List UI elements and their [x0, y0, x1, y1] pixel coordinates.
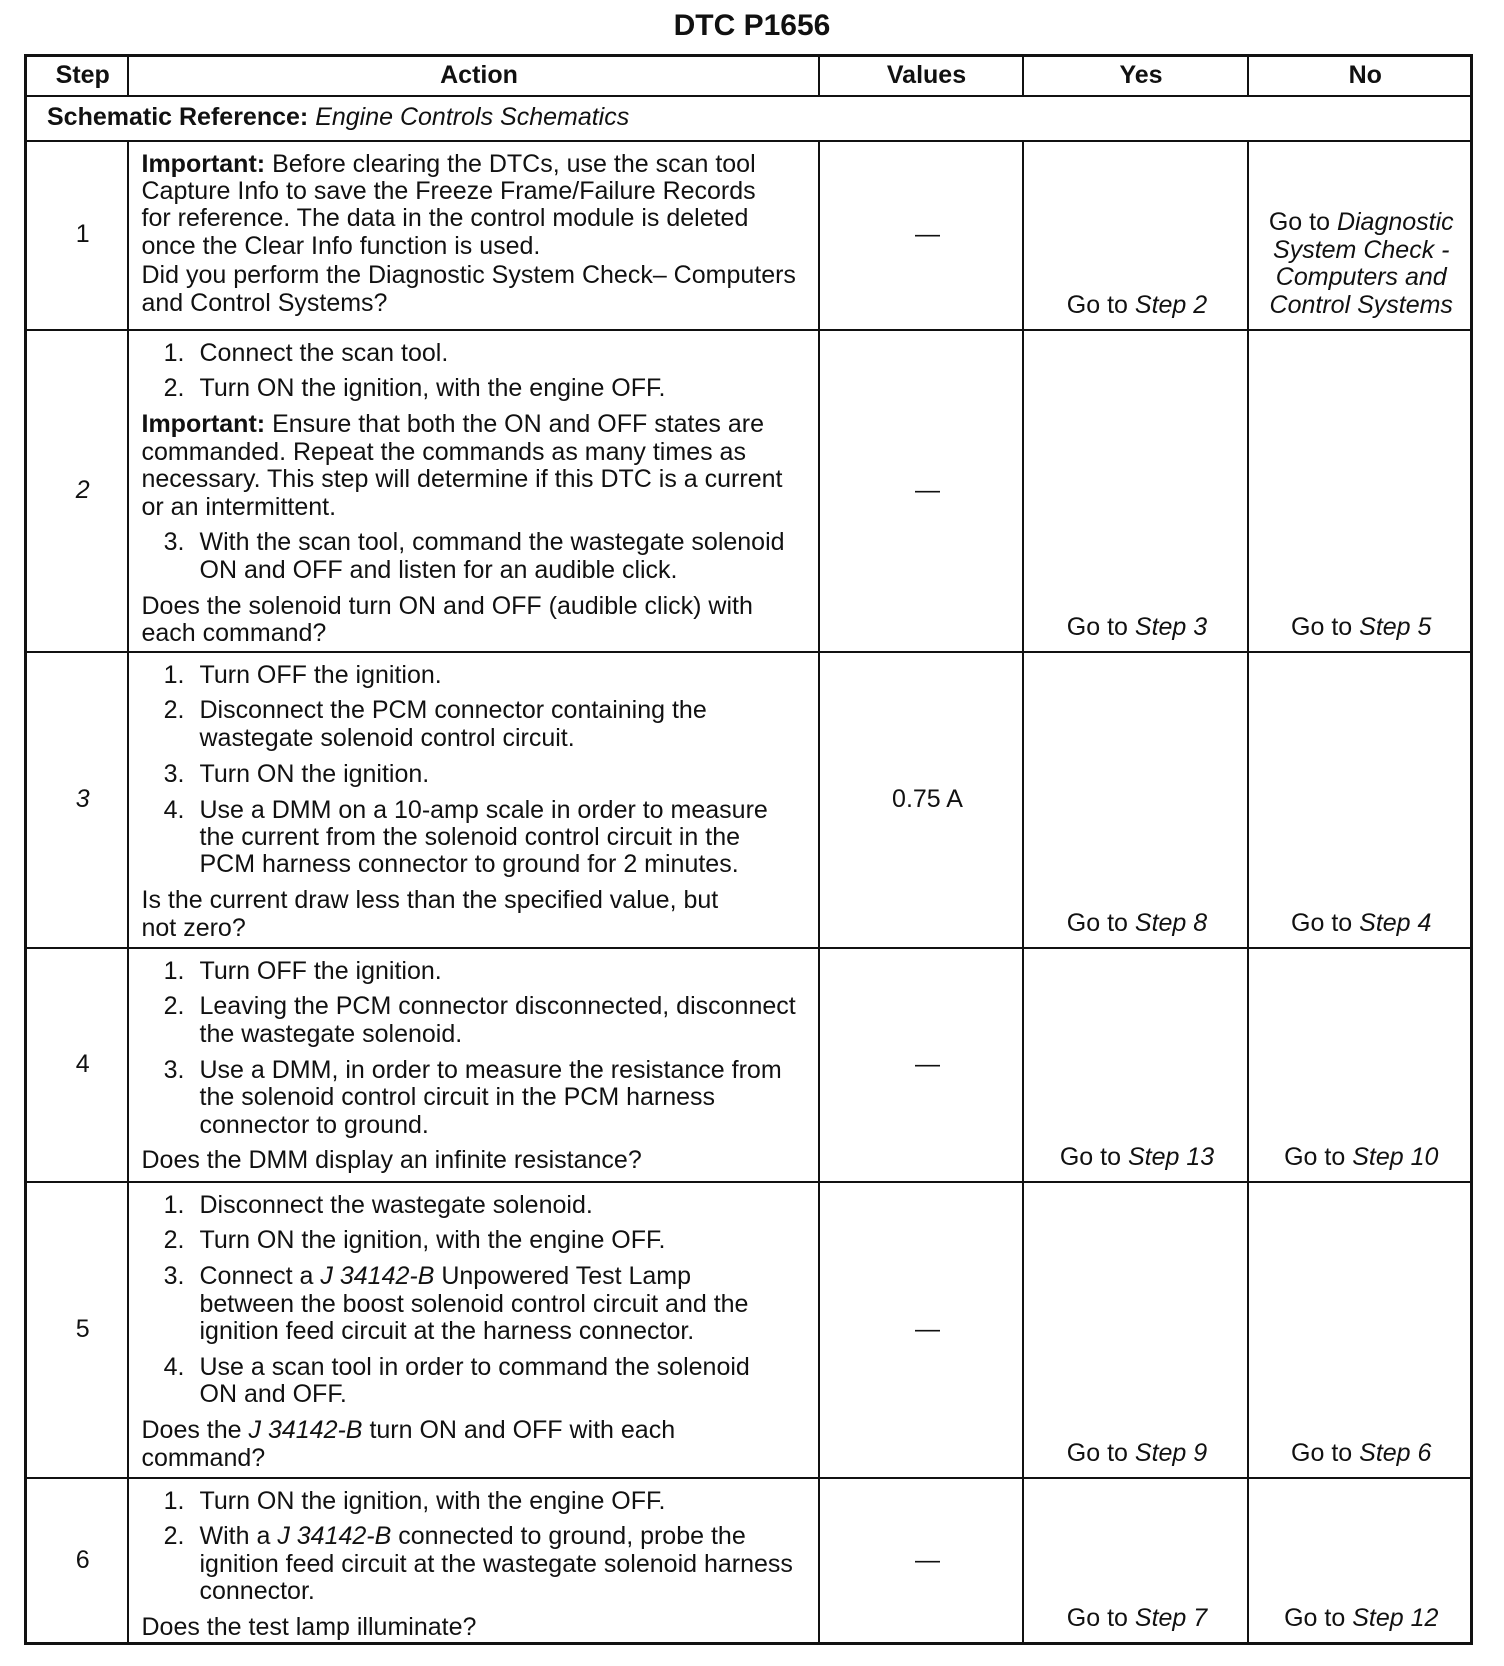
yes-cell	[1023, 330, 1248, 652]
no-cell	[1248, 948, 1472, 1182]
step-number: 3	[26, 652, 128, 948]
item-number: 3.	[163, 759, 185, 788]
question	[142, 1614, 805, 1641]
item-number: 1.	[163, 1190, 185, 1219]
text-line: Connect the scan tool.	[199, 338, 449, 367]
values-cell: —	[819, 141, 1023, 330]
text-line: Turn OFF the ignition.	[199, 660, 442, 689]
question	[142, 262, 805, 317]
text-line	[142, 151, 805, 178]
important-note	[142, 151, 805, 261]
text-line: ON and OFF and listen for an audible click.	[199, 555, 678, 584]
item-number: 1.	[163, 956, 185, 985]
yes-target: Step 3	[1134, 612, 1208, 641]
text-line: Disconnect the PCM connector containing the	[199, 696, 707, 725]
question	[142, 1147, 805, 1174]
procedure-item	[142, 1488, 805, 1515]
item-number: 3.	[163, 528, 185, 557]
step-number: 6	[26, 1478, 128, 1644]
text-line	[200, 1523, 805, 1550]
table-row-step-5	[26, 1182, 1472, 1478]
schematic-reference	[26, 96, 1472, 141]
text-segment: With a	[199, 1522, 271, 1551]
important-note	[142, 411, 805, 521]
procedure-item	[142, 340, 805, 367]
table-row-step-4	[26, 948, 1472, 1182]
question	[142, 887, 805, 942]
text-line: between the boost solenoid control circuit and the	[199, 1289, 749, 1318]
text-line: the current from the solenoid control circuit in the	[199, 823, 741, 852]
text-line	[200, 1263, 805, 1290]
text-line: for reference. The data in the control module is deleted	[141, 204, 749, 233]
text-segment: turn ON and OFF with each	[369, 1416, 676, 1445]
text-line: Turn OFF the ignition.	[199, 956, 442, 985]
text-line: Is the current draw less than the specified value, but	[141, 886, 719, 915]
no-prefix: Go to	[1291, 612, 1353, 641]
question	[142, 1417, 805, 1472]
important-label: Important:	[141, 410, 266, 439]
text-line: connector to ground.	[199, 1110, 429, 1139]
text-line: the solenoid control circuit in the PCM harness	[199, 1083, 716, 1112]
text-line: Does the test lamp illuminate?	[141, 1613, 477, 1642]
text-line: Did you perform the Diagnostic System Check– Computers	[141, 261, 796, 290]
column-header-step: Step	[26, 56, 128, 96]
text-line: Does the solenoid turn ON and OFF (audible click) with	[141, 591, 753, 620]
action-cell	[128, 141, 819, 330]
text-line: PCM harness connector to ground for 2 minutes.	[199, 850, 739, 879]
procedure-item	[142, 958, 805, 985]
procedure-item	[142, 1057, 805, 1139]
text-segment: Ensure that both the ON and OFF states are	[272, 410, 764, 439]
schematic-reference-title: Engine Controls Schematics	[315, 103, 630, 132]
yes-cell	[1023, 948, 1248, 1182]
yes-prefix: Go to	[1066, 290, 1128, 319]
text-line: Turn ON the ignition, with the engine OFF.	[199, 1226, 666, 1255]
yes-target: Step 2	[1134, 290, 1208, 319]
yes-cell	[1023, 1478, 1248, 1644]
step-number: 4	[26, 948, 128, 1182]
procedure-item	[142, 1192, 805, 1219]
procedure-item	[142, 797, 805, 879]
column-header-yes: Yes	[1023, 56, 1248, 96]
step-number: 2	[26, 330, 128, 652]
text-line: Turn ON the ignition, with the engine OFF.	[199, 374, 666, 403]
text-line: each command?	[141, 619, 327, 648]
no-target: Step 10	[1352, 1142, 1439, 1171]
no-target: Diagnostic System Check - Computers and Control Systems	[1269, 208, 1454, 319]
text-line: Does the DMM display an infinite resistance?	[141, 1146, 642, 1175]
yes-target: Step 7	[1134, 1604, 1208, 1633]
no-target: Step 6	[1359, 1438, 1432, 1467]
no-cell	[1248, 1182, 1472, 1478]
no-prefix: Go to	[1291, 1438, 1353, 1467]
item-number: 4.	[163, 1353, 185, 1382]
procedure-item	[142, 662, 805, 689]
text-line: Turn ON the ignition, with the engine OFF.	[199, 1486, 666, 1515]
item-number: 2.	[163, 1522, 185, 1551]
yes-target: Step 8	[1134, 908, 1208, 937]
table-row-step-3	[26, 652, 1472, 948]
item-number: 1.	[163, 338, 185, 367]
text-line: Use a DMM, in order to measure the resistance from	[199, 1055, 782, 1084]
yes-prefix: Go to	[1066, 612, 1128, 641]
no-cell	[1248, 330, 1472, 652]
text-line: once the Clear Info function is used.	[141, 231, 541, 260]
no-prefix: Go to	[1284, 1604, 1346, 1633]
no-prefix: Go to	[1291, 908, 1353, 937]
text-line: ON and OFF.	[199, 1380, 347, 1409]
text-line: wastegate solenoid control circuit.	[199, 723, 575, 752]
no-target: Step 4	[1359, 908, 1432, 937]
text-line: ignition feed circuit at the harness connector.	[199, 1317, 695, 1346]
action-cell	[128, 330, 819, 652]
yes-cell	[1023, 141, 1248, 330]
action-cell	[128, 1478, 819, 1644]
item-number: 3.	[163, 1055, 185, 1084]
text-line: and Control Systems?	[141, 288, 388, 317]
diagnostic-table	[24, 54, 1473, 1645]
question	[142, 593, 805, 648]
schematic-reference-row	[26, 96, 1472, 141]
no-target: Step 5	[1359, 612, 1432, 641]
values-cell: —	[819, 1478, 1023, 1644]
yes-cell	[1023, 652, 1248, 948]
no-target: Step 12	[1352, 1604, 1439, 1633]
item-number: 2.	[163, 1226, 185, 1255]
yes-prefix: Go to	[1066, 908, 1128, 937]
procedure-item	[142, 375, 805, 402]
procedure-item	[142, 697, 805, 752]
table-row-step-2	[26, 330, 1472, 652]
item-number: 4.	[163, 795, 185, 824]
text-line: ignition feed circuit at the wastegate solenoid harness	[199, 1549, 793, 1578]
column-header-action: Action	[128, 56, 819, 96]
no-cell	[1248, 652, 1472, 948]
yes-prefix: Go to	[1059, 1142, 1121, 1171]
no-cell	[1248, 1478, 1472, 1644]
values-cell: 0.75 A	[819, 652, 1023, 948]
column-header-values: Values	[819, 56, 1023, 96]
yes-target: Step 13	[1127, 1142, 1215, 1171]
text-segment: Connect a	[199, 1262, 314, 1291]
schematic-reference-label: Schematic Reference:	[47, 103, 309, 132]
text-line: necessary. This step will determine if this DTC is a current	[141, 465, 783, 494]
text-line: Use a DMM on a 10-amp scale in order to measure	[199, 795, 768, 824]
text-line	[142, 1417, 805, 1444]
yes-prefix: Go to	[1066, 1438, 1128, 1467]
important-label: Important:	[141, 149, 266, 178]
text-line	[142, 411, 805, 438]
step-number: 1	[26, 141, 128, 330]
yes-prefix: Go to	[1066, 1604, 1128, 1633]
tool-reference: J 34142-B	[320, 1262, 435, 1291]
page-title: DTC P1656	[673, 9, 831, 42]
text-line: commanded. Repeat the commands as many times as	[141, 437, 746, 466]
table-row-step-1	[26, 141, 1472, 330]
text-line: Turn ON the ignition.	[199, 759, 430, 788]
text-line: connector.	[199, 1577, 315, 1606]
procedure-item	[142, 1523, 805, 1605]
text-segment: Does the	[141, 1416, 242, 1445]
no-prefix: Go to	[1284, 1142, 1346, 1171]
procedure-item	[142, 1227, 805, 1254]
text-segment: Before clearing the DTCs, use the scan tool	[272, 149, 756, 178]
step-number: 5	[26, 1182, 128, 1478]
values-cell: —	[819, 330, 1023, 652]
action-cell	[128, 652, 819, 948]
procedure-item	[142, 993, 805, 1048]
text-line: Leaving the PCM connector disconnected, disconnect	[199, 992, 796, 1021]
procedure-item	[142, 1263, 805, 1345]
item-number: 1.	[163, 660, 185, 689]
procedure-item	[142, 761, 805, 788]
yes-cell	[1023, 1182, 1248, 1478]
text-line: Capture Info to save the Freeze Frame/Failure Records	[141, 176, 756, 205]
action-cell	[128, 1182, 819, 1478]
item-number: 1.	[163, 1486, 185, 1515]
text-line: command?	[141, 1443, 266, 1472]
table-header-row	[26, 56, 1472, 96]
procedure-item	[142, 1354, 805, 1409]
table-row-step-6	[26, 1478, 1472, 1644]
item-number: 2.	[163, 992, 185, 1021]
text-segment: connected to ground, probe the	[398, 1522, 746, 1551]
column-header-no: No	[1248, 56, 1472, 96]
text-line: the wastegate solenoid.	[199, 1019, 463, 1048]
text-line: Use a scan tool in order to command the solenoid	[199, 1353, 750, 1382]
text-line: or an intermittent.	[141, 492, 337, 521]
action-cell	[128, 948, 819, 1182]
text-line: Disconnect the wastegate solenoid.	[199, 1190, 593, 1219]
values-cell: —	[819, 1182, 1023, 1478]
text-line: not zero?	[141, 913, 246, 942]
no-prefix: Go to	[1268, 208, 1330, 237]
yes-target: Step 9	[1134, 1438, 1208, 1467]
tool-reference: J 34142-B	[277, 1522, 392, 1551]
text-segment: Unpowered Test Lamp	[441, 1262, 692, 1291]
procedure-item	[142, 529, 805, 584]
values-cell: —	[819, 948, 1023, 1182]
item-number: 3.	[163, 1262, 185, 1291]
item-number: 2.	[163, 696, 185, 725]
no-cell	[1248, 141, 1472, 330]
text-line: With the scan tool, command the wastegate solenoid	[199, 528, 785, 557]
item-number: 2.	[163, 374, 185, 403]
tool-reference: J 34142-B	[248, 1416, 363, 1445]
